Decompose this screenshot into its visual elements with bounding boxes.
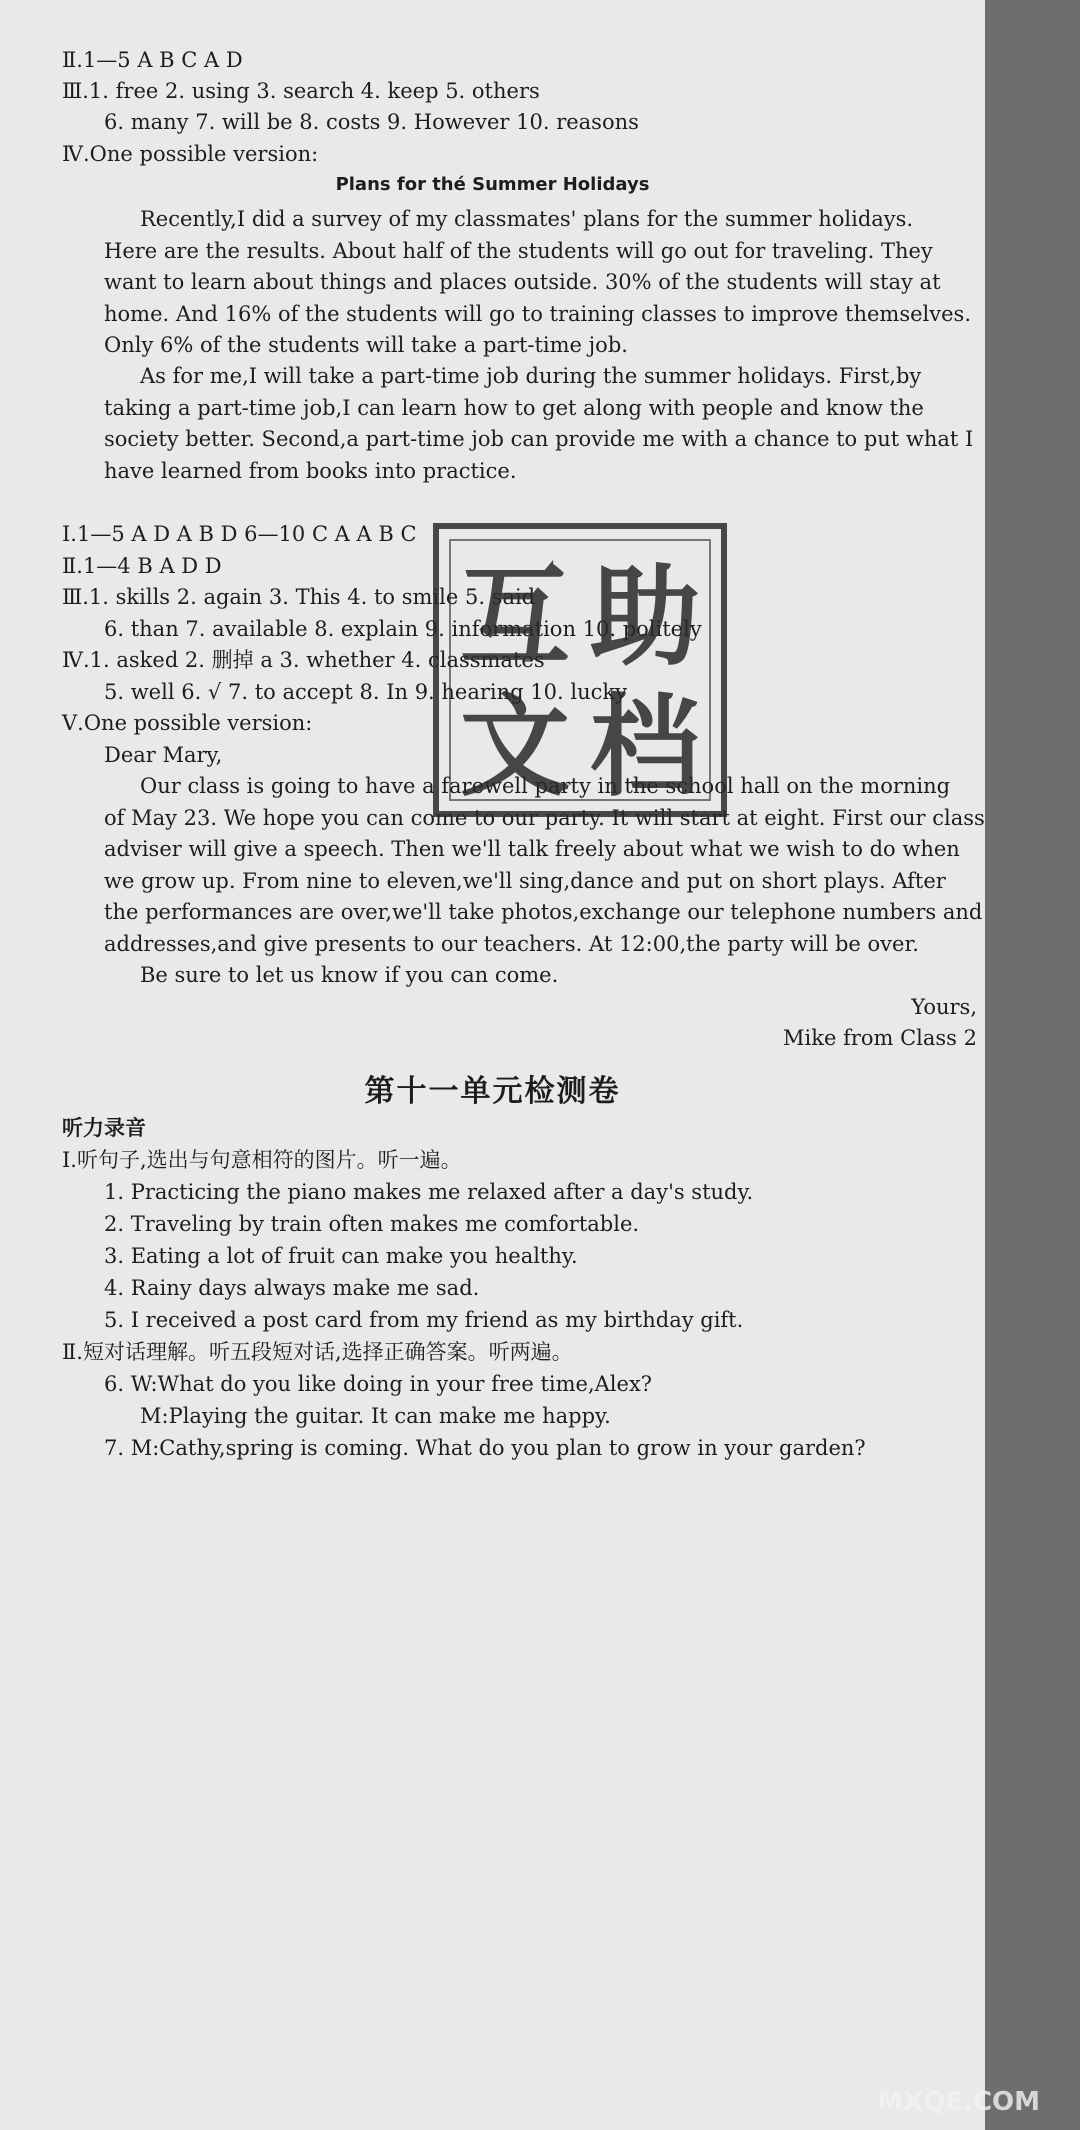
- answer-line-iii-a: Ⅲ.1. free 2. using 3. search 4. keep 5. others: [62, 79, 540, 103]
- listening-item: 4. Rainy days always make me sad.: [104, 1276, 480, 1300]
- letter-closing: Yours,: [911, 995, 977, 1019]
- letter-line: the performances are over,we'll take photos,exchange our telephone numbers and: [104, 900, 983, 924]
- listening-item: 5. I received a post card from my friend as my birthday gift.: [104, 1308, 744, 1332]
- page-edge-shadow: [985, 0, 1080, 2130]
- letter-greeting: Dear Mary,: [104, 743, 223, 767]
- answer-line-ii: Ⅱ.1—5 A B C A D: [62, 48, 243, 72]
- letter-line: we grow up. From nine to eleven,we'll sing,dance and put on short plays. After: [104, 869, 946, 893]
- essay-line: taking a part-time job,I can learn how to get along with people and know the: [104, 396, 924, 420]
- essay-line: have learned from books into practice.: [104, 459, 517, 483]
- essay-line: society better. Second,a part-time job can provide me with a chance to put what I: [104, 427, 974, 451]
- answer-line-iii-b: 6. many 7. will be 8. costs 9. However 10. reasons: [104, 110, 639, 134]
- essay-line: Here are the results. About half of the students will go out for traveling. They: [104, 239, 933, 263]
- listening-item: 1. Practicing the piano makes me relaxed after a day's study.: [104, 1180, 754, 1204]
- svg-text:档: 档: [590, 683, 700, 811]
- essay-line: As for me,I will take a part-time job during the summer holidays. First,by: [140, 364, 922, 388]
- watermark-logo: [850, 2040, 1050, 2120]
- svg-text:文: 文: [460, 683, 570, 811]
- essay-title: Plans for thé Summer Holidays: [335, 174, 650, 195]
- answer-line-iii-a: Ⅲ.1. skills 2. again 3. This 4. to smile 5. said: [62, 585, 536, 609]
- listening-part2-title: Ⅱ.短对话理解。听五段短对话,选择正确答案。听两遍。: [62, 1340, 573, 1364]
- answer-line-iv-b: 5. well 6. √ 7. to accept 8. In 9. hearing 10. lucky: [104, 680, 627, 704]
- svg-text:助: 助: [590, 553, 700, 681]
- answer-line-i: Ⅰ.1—5 A D A B D 6—10 C A A B C: [62, 522, 417, 546]
- essay-line: home. And 16% of the students will go to training classes to improve themselves.: [104, 302, 971, 326]
- essay-line: want to learn about things and places outside. 30% of the students will stay at: [104, 270, 941, 294]
- answer-line-iii-b: 6. than 7. available 8. explain 9. information 10. politely: [104, 617, 702, 641]
- answer-line-iv-a: Ⅳ.1. asked 2. 删掉 a 3. whether 4. classmates: [62, 648, 545, 672]
- answer-line-v: Ⅴ.One possible version:: [62, 711, 313, 735]
- listening-part1-title: Ⅰ.听句子,选出与句意相符的图片。听一遍。: [62, 1148, 462, 1172]
- listening-item: 6. W:What do you like doing in your free time,Alex?: [104, 1372, 653, 1396]
- essay-line: Only 6% of the students will take a part-time job.: [104, 333, 628, 357]
- listening-item: M:Playing the guitar. It can make me happy.: [140, 1404, 611, 1428]
- listening-item: 2. Traveling by train often makes me comfortable.: [104, 1212, 640, 1236]
- letter-signature: Mike from Class 2: [783, 1026, 977, 1050]
- svg-text:互: 互: [460, 553, 570, 681]
- essay-line: Recently,I did a survey of my classmates' plans for the summer holidays.: [140, 207, 914, 231]
- letter-line: Be sure to let us know if you can come.: [140, 963, 559, 987]
- letter-line: of May 23. We hope you can come to our party. It will start at eight. First our class: [104, 806, 985, 830]
- svg-text:MXQE.COM: MXQE.COM: [877, 2087, 1040, 2117]
- listening-item: 7. M:Cathy,spring is coming. What do you plan to grow in your garden?: [104, 1436, 866, 1460]
- letter-line: Our class is going to have a farewell party in the school hall on the morning: [140, 774, 951, 798]
- unit-title: 第十一单元检测卷: [364, 1074, 621, 1109]
- listening-item: 3. Eating a lot of fruit can make you healthy.: [104, 1244, 578, 1268]
- seal-stamp-logo: [430, 520, 730, 820]
- answer-line-ii: Ⅱ.1—4 B A D D: [62, 554, 222, 578]
- letter-line: adviser will give a speech. Then we'll talk freely about what we wish to do when: [104, 837, 960, 861]
- answer-line-iv: Ⅳ.One possible version:: [62, 142, 319, 166]
- listening-heading: 听力录音: [62, 1116, 146, 1140]
- letter-line: addresses,and give presents to our teachers. At 12:00,the party will be over.: [104, 932, 919, 956]
